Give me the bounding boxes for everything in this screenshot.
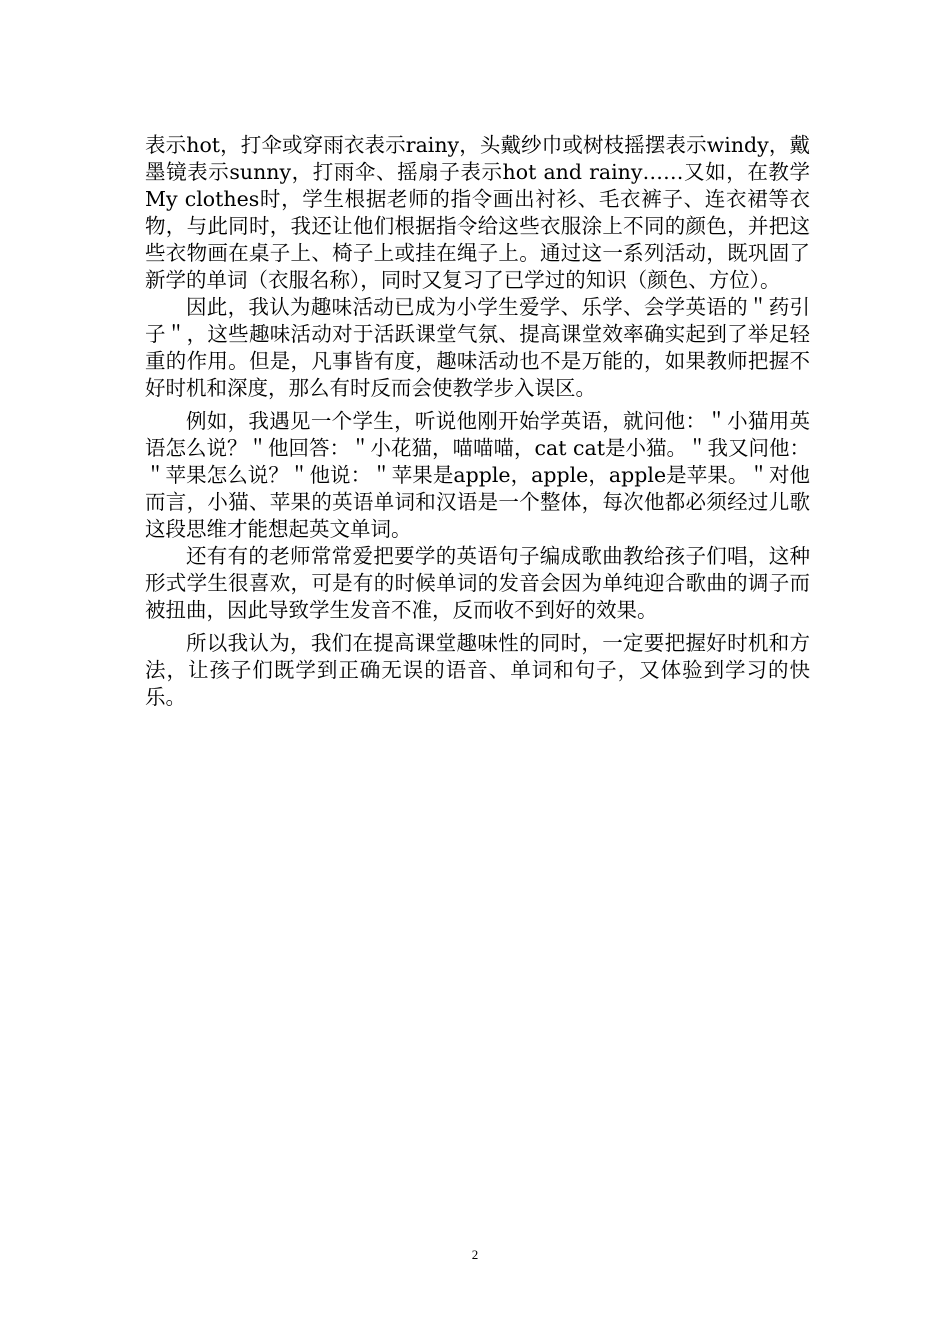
paragraph-weather-clothes: 表示hot，打伞或穿雨衣表示rainy，头戴纱巾或树枝摇摆表示windy，戴墨镜表示sunny，打雨伞、摇扇子表示hot and rainy……又如，在教学My clothes时，学生根据老师的指令画出衬衫、毛衣裤子、连衣裙等衣物，与此同时，我还让他们根据指令给这些衣服涂上不同的颜色，并把这些衣物画在桌子上、椅子上或挂在绳子上。通过这一系列活动，既巩固了新学的单词（衣服名称），同时又复习了已学过的知识（颜色、方位）。 bbox=[145, 133, 810, 292]
paragraph-songs: 还有有的老师常常爱把要学的英语句子编成歌曲教给孩子们唱，这种形式学生很喜欢，可是有的时候单词的发音会因为单纯迎合歌曲的调子而被扭曲，因此导致学生发音不准，反而收不到好的效果。 bbox=[145, 544, 810, 622]
page-number: 2 bbox=[471, 1247, 479, 1262]
paragraph-cat-apple-example: 例如，我遇见一个学生，听说他刚开始学英语，就问他：＂小猫用英语怎么说？＂他回答：＂小花猫，喵喵喵，cat cat是小猫。＂我又问他：＂苹果怎么说？＂他说：＂苹果是apple，apple，apple是苹果。＂对他而言，小猫、苹果的英语单词和汉语是一个整体，每次他都必须经过儿歌这段思维才能想起英文单词。 bbox=[145, 409, 810, 541]
paragraph-conclusion: 所以我认为，我们在提高课堂趣味性的同时，一定要把握好时机和方法，让孩子们既学到正确无误的语音、单词和句子，又体验到学习的快乐。 bbox=[145, 631, 810, 709]
document-body bbox=[145, 132, 810, 711]
paragraph-interest-activities: 因此，我认为趣味活动已成为小学生爱学、乐学、会学英语的＂药引子＂，这些趣味活动对于活跃课堂气氛、提高课堂效率确实起到了举足轻重的作用。但是，凡事皆有度，趣味活动也不是万能的，如果教师把握不好时机和深度，那么有时反而会使教学步入误区。 bbox=[145, 295, 810, 400]
